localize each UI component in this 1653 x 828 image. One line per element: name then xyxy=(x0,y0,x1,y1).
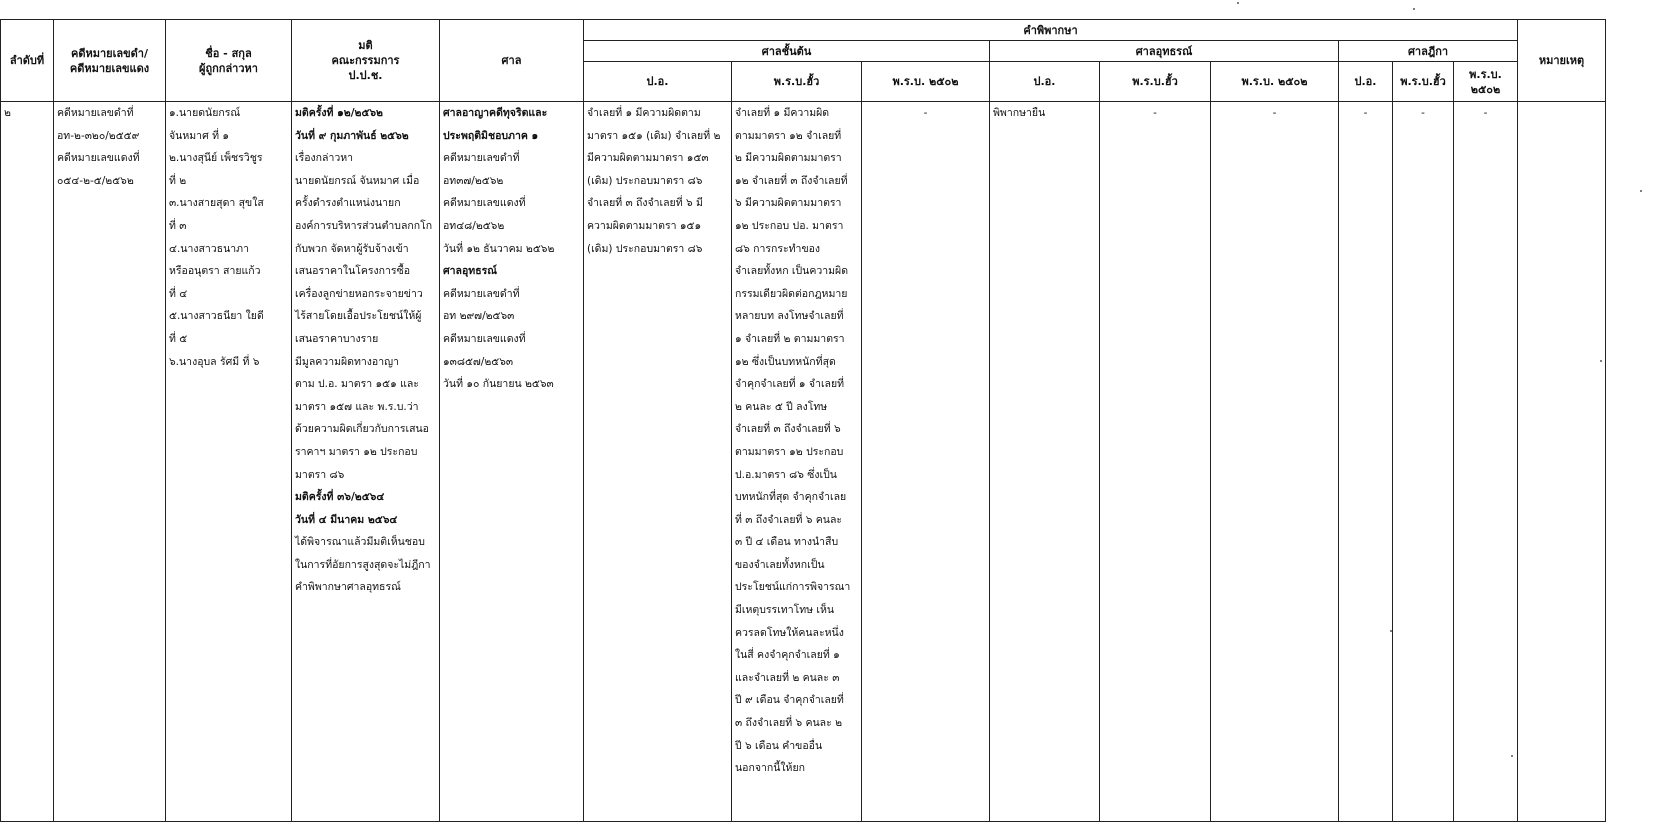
resolution-1-body: เรื่องกล่าวหา นายดนัยกรณ์ จันหมาศ เมื่อ ครั้งดำรงตำแหน่งนายก องค์การบริหารส่วนตำบลกกโก กับพวก จัดหาผู้รับจ้างเข้า เสนอราคาในโครงการซื้อ เครื่องลูกข่ายหอกระจายข่าว ไร้สายโดยเอื้อประโยชน์ให้ผู้ เสนอราคาบางราย มีมูลความผิดทางอาญา ตาม ป.อ. มาตรา ๑๕๑ และ มาตรา ๑๕๗ และ พ.ร.บ.ว่า ด้วยความผิดเกี่ยวกับการเสนอ ราคาฯ มาตรา ๑๒ ประกอบ มาตรา ๘๖ xyxy=(295,152,433,481)
header-accused: ชื่อ - สกุล ผู้ถูกกล่าวหา xyxy=(166,20,292,102)
header-court-first: ศาลชั้นต้น xyxy=(584,41,990,62)
cell-court xyxy=(440,102,584,822)
cell-first-bidding: จำเลยที่ ๑ มีความผิด ตามมาตรา ๑๒ จำเลยที่ ๒ มีความผิดตามมาตรา ๑๒ จำเลยที่ ๓ ถึงจำเลยที่ ๖ มีความผิดตามมาตรา ๑๒ ประกอบ ปอ. มาตรา ๘๖ การกระทำของ จำเลยทั้งหก เป็นความผิด กรรมเดียวผิดต่อกฎหมาย หลายบท ลงโทษจำเลยที่ ๑ จำเลยที่ ๒ ตามมาตรา ๑๒ ซึ่งเป็นบทหนักที่สุด จำคุกจำเลยที่ ๑ จำเลยที่ ๒ คนละ ๕ ปี ลงโทษ จำเลยที่ ๓ ถึงจำเลยที่ ๖ ตามมาตรา ๑๒ ประกอบ ป.อ.มาตรา ๘๖ ซึ่งเป็น บทหนักที่สุด จำคุกจำเลย ที่ ๓ ถึงจำเลยที่ ๖ คนละ ๓ ปี ๔ เดือน ทางนำสืบ ของจำเลยทั้งหกเป็น ประโยชน์แก่การพิจารณา มีเหตุบรรเทาโทษ เห็น ควรลดโทษให้คนละหนึ่ง ในสี่ คงจำคุกจำเลยที่ ๑ และจำเลยที่ ๒ คนละ ๓ ปี ๙ เดือน จำคุกจำเลยที่ ๓ ถึงจำเลยที่ ๖ คนละ ๒ ปี ๖ เดือน คำขออื่น นอกจากนี้ให้ยก xyxy=(732,102,862,822)
cell-appeal-2502: - xyxy=(1211,102,1339,822)
court-first-body: คดีหมายเลขดำที่ อท๓๗/๒๕๖๒ คดีหมายเลขแดงที่ อท๔๘/๒๕๖๒ วันที่ ๑๒ ธันวาคม ๒๕๖๒ xyxy=(443,152,555,255)
header-judgment: คำพิพากษา xyxy=(584,20,1518,41)
court-first-name: ศาลอาญาคดีทุจริตและ ประพฤติมิชอบภาค ๑ xyxy=(443,107,548,142)
header-seq: ลำดับที่ xyxy=(1,20,54,102)
cell-appeal-criminal: พิพากษายืน xyxy=(990,102,1100,822)
header-row-1 xyxy=(1,20,1606,41)
scan-speck xyxy=(1413,8,1415,10)
header-appeal-criminal: ป.อ. xyxy=(990,62,1100,102)
judgment-table-document xyxy=(0,19,1606,822)
court-appeal-name: ศาลอุทธรณ์ xyxy=(443,265,498,278)
scan-speck xyxy=(1237,2,1239,4)
header-first-bidding: พ.ร.บ.ฮั้ว xyxy=(732,62,862,102)
header-supreme-criminal: ป.อ. xyxy=(1339,62,1393,102)
cell-first-criminal: จำเลยที่ ๑ มีความผิดตาม มาตรา ๑๕๑ (เดิม) จำเลยที่ ๒ มีความผิดตามมาตรา ๑๕๓ (เดิม) ประกอบมาตรา ๘๖ จำเลยที่ ๓ ถึงจำเลยที่ ๖ มี ความผิดตามมาตรา ๑๕๑ (เดิม) ประกอบมาตรา ๘๖ xyxy=(584,102,732,822)
cell-supreme-2502: - xyxy=(1454,102,1518,822)
resolution-2-body: ได้พิจารณาแล้วมีมติเห็นชอบ ในการที่อัยการสูงสุดจะไม่ฎีกา คำพิพากษาศาลอุทธรณ์ xyxy=(295,536,431,594)
resolution-2-title: มติครั้งที่ ๓๖/๒๕๖๔ วันที่ ๔ มีนาคม ๒๕๖๔ xyxy=(295,491,398,526)
cell-supreme-bidding: - xyxy=(1393,102,1454,822)
scan-speck xyxy=(1390,630,1392,632)
table-row xyxy=(1,102,1606,822)
cell-seq: ๒ xyxy=(1,102,54,822)
cell-supreme-criminal: - xyxy=(1339,102,1393,822)
scan-speck xyxy=(1640,190,1642,192)
header-appeal-2502: พ.ร.บ. ๒๕๐๒ xyxy=(1211,62,1339,102)
header-court: ศาล xyxy=(440,20,584,102)
header-supreme-2502: พ.ร.บ. ๒๕๐๒ xyxy=(1454,62,1518,102)
judgment-table xyxy=(0,19,1606,822)
header-nacc-resolution: มติ คณะกรรมการ ป.ป.ช. xyxy=(292,20,440,102)
cell-first-2502: - xyxy=(862,102,990,822)
cell-nacc-resolution xyxy=(292,102,440,822)
scan-speck xyxy=(1511,755,1513,757)
cell-accused: ๑.นายดนัยกรณ์ จันหมาศ ที่ ๑ ๒.นางสุนีย์ เพ็ชรวิชูร ที่ ๒ ๓.นางสายสุดา สุขใส ที่ ๓ ๔.นางสาวธนาภา หรืออนุตรา สายแก้ว ที่ ๔ ๕.นางสาวธนียา ใยดี ที่ ๕ ๖.นางอุบล รัศมี ที่ ๖ xyxy=(166,102,292,822)
header-remarks: หมายเหตุ xyxy=(1518,20,1606,102)
header-case-no: คดีหมายเลขดำ/ คดีหมายเลขแดง xyxy=(54,20,166,102)
scan-speck xyxy=(1600,360,1602,362)
header-first-2502: พ.ร.บ. ๒๕๐๒ xyxy=(862,62,990,102)
cell-remarks xyxy=(1518,102,1606,822)
resolution-1-title: มติครั้งที่ ๑๒/๒๕๖๒ วันที่ ๙ กุมภาพันธ์ ๒๕๖๒ xyxy=(295,107,409,142)
cell-appeal-bidding: - xyxy=(1100,102,1211,822)
header-supreme-bidding: พ.ร.บ.ฮั้ว xyxy=(1393,62,1454,102)
header-first-criminal: ป.อ. xyxy=(584,62,732,102)
cell-case-no: คดีหมายเลขดำที่ อท-๒-๓๒๐/๒๕๕๙ คดีหมายเลขแดงที่ ๐๕๔-๒-๕/๒๕๖๒ xyxy=(54,102,166,822)
header-court-supreme: ศาลฎีกา xyxy=(1339,41,1518,62)
header-court-appeal: ศาลอุทธรณ์ xyxy=(990,41,1339,62)
court-appeal-body: คดีหมายเลขดำที่ อท ๒๙๗/๒๕๖๓ คดีหมายเลขแดงที่ ๑๓๘๕๗/๒๕๖๓ วันที่ ๑๐ กันยายน ๒๕๖๓ xyxy=(443,287,554,391)
header-appeal-bidding: พ.ร.บ.ฮั้ว xyxy=(1100,62,1211,102)
